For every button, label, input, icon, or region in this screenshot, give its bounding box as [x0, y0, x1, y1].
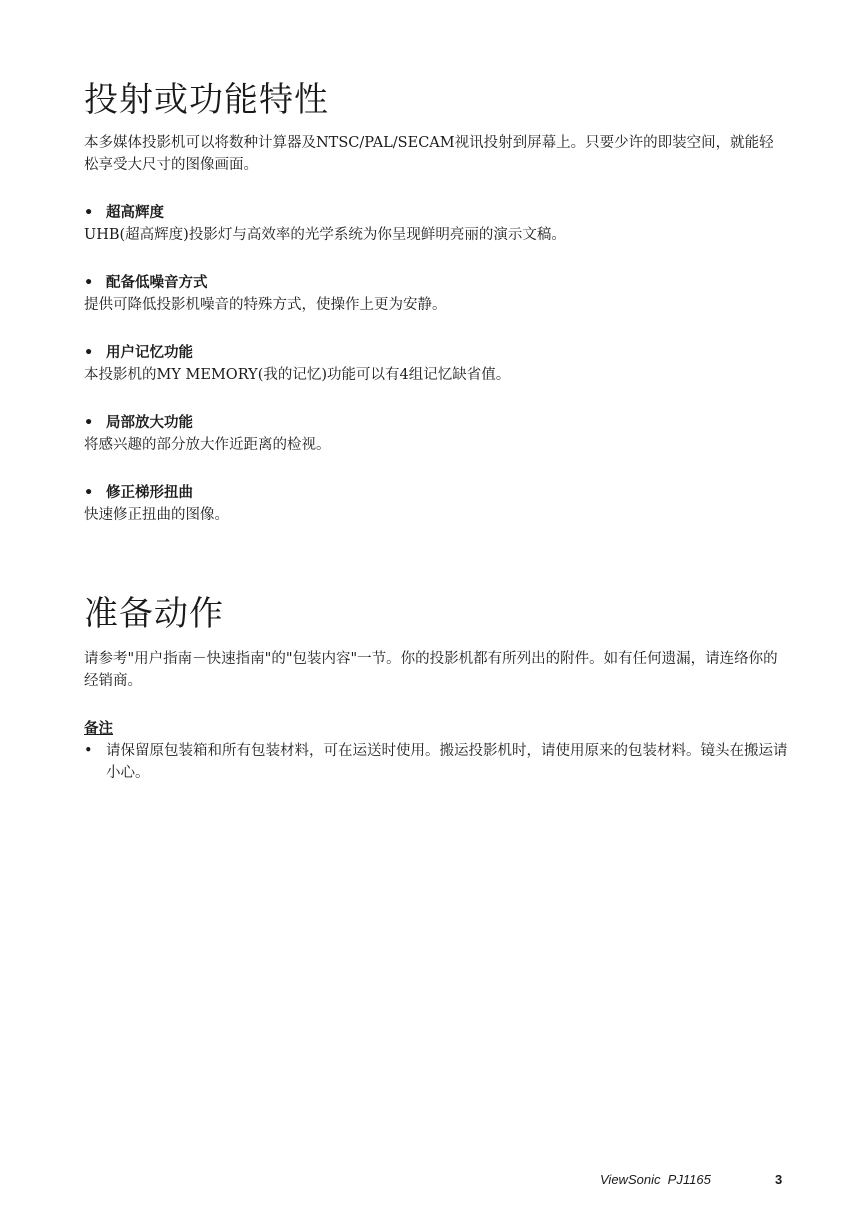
feature-heading: 局部放大功能 [106, 415, 193, 431]
feature-description: 提供可降低投影机噪音的特殊方式，使操作上更为安静。 [84, 297, 447, 313]
feature-heading-row [84, 412, 788, 434]
feature-heading: 修正梯形扭曲 [106, 485, 193, 501]
feature-description: 快速修正扭曲的图像。 [84, 507, 229, 523]
section-title-features: 投射或功能特性 [84, 80, 329, 120]
feature-item [84, 202, 788, 246]
feature-heading-row [84, 202, 788, 224]
bullet-icon: • [84, 743, 93, 759]
footer-brand: ViewSonic PJ1165 [600, 1172, 711, 1187]
feature-description: 将感兴趣的部分放大作近距离的检视。 [84, 437, 331, 453]
bullet-icon: • [84, 345, 94, 361]
feature-description: 本投影机的MY MEMORY(我的记忆)功能可以有4组记忆缺省值。 [84, 367, 511, 383]
section-title-preparation: 准备动作 [84, 594, 224, 634]
feature-item [84, 482, 788, 526]
feature-heading: 超高辉度 [106, 205, 164, 221]
preparation-intro: 请参考"用户指南－快速指南"的"包装内容"一节。你的投影机都有所列出的附件。如有任何遗漏，请连络你的经销商。 [84, 651, 778, 689]
feature-heading: 用户记忆功能 [106, 345, 193, 361]
feature-heading: 配备低噪音方式 [106, 275, 208, 291]
bullet-icon: • [84, 205, 94, 221]
note-text: 请保留原包装箱和所有包装材料，可在运送时使用。搬运投影机时，请使用原来的包装材料。镜头在搬运请小心。 [106, 743, 788, 781]
features-intro: 本多媒体投影机可以将数种计算器及NTSC/PAL/SECAM视讯投射到屏幕上。只要少许的即装空间，就能轻松享受大尺寸的图像画面。 [84, 135, 774, 173]
feature-item [84, 342, 788, 386]
bullet-icon: • [84, 275, 94, 291]
feature-heading-row [84, 342, 788, 364]
page-number: 3 [775, 1172, 783, 1187]
note-label: 备注 [84, 721, 113, 737]
feature-heading-row [84, 482, 788, 504]
feature-item [84, 272, 788, 316]
feature-heading-row [84, 272, 788, 294]
bullet-icon: • [84, 485, 94, 501]
page-content [84, 78, 788, 784]
feature-item [84, 412, 788, 456]
bullet-icon: • [84, 415, 94, 431]
note-item [84, 740, 788, 784]
page-footer [0, 1172, 868, 1192]
feature-description: UHB(超高辉度)投影灯与高效率的光学系统为你呈现鲜明亮丽的演示文稿。 [84, 227, 566, 243]
